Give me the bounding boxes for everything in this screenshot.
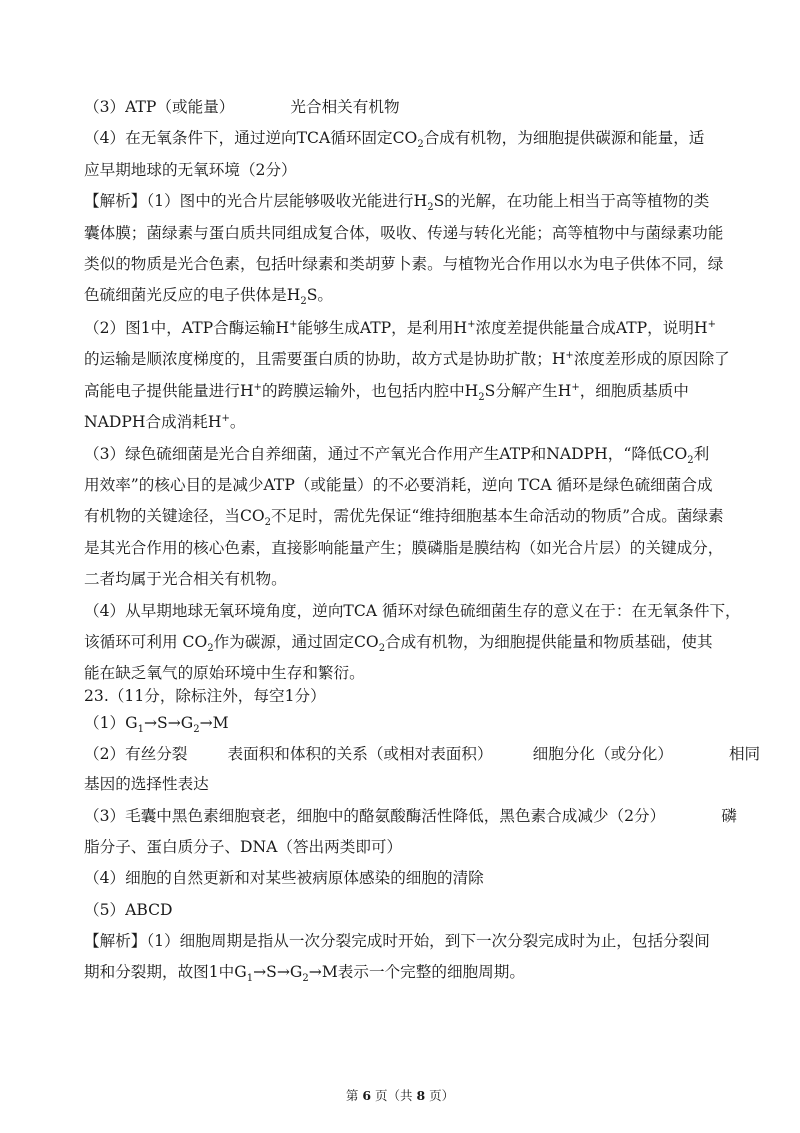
text: （4）细胞的自然更新和对某些被病原体感染的细胞的清除	[84, 869, 484, 887]
subscript: 2	[207, 643, 214, 655]
analysis-line	[84, 381, 689, 404]
text: 有机物的关键途径，当CO	[84, 507, 265, 525]
subscript: 2	[193, 724, 200, 736]
text: 色硫细菌光反应的电子供体是H	[84, 286, 301, 304]
answer-line	[84, 128, 705, 151]
text: 表面积和体积的关系（或相对表面积）	[227, 745, 493, 763]
text: 【解析】（1）图中的光合片层能够吸收光能进行H	[84, 192, 428, 210]
subscript: 2	[300, 296, 307, 308]
text: 的运输是顺浓度梯度的，且需要蛋白质的协助，故方式是协助扩散；H	[84, 350, 566, 368]
text: （4）在无氧条件下，通过逆向TCA循环固定CO	[84, 129, 418, 147]
answer-line	[84, 806, 737, 826]
text: 期和分裂期，故图1中G	[84, 963, 247, 981]
text: （2）图1中，ATP合酶运输H	[84, 319, 290, 337]
text: 囊体膜；菌绿素与蛋白质共同组成复合体，吸收、传递与转化光能；高等植物中与菌绿素功能	[84, 224, 724, 242]
text: 类似的物质是光合色素，包括叶绿素和类胡萝卜素。与植物光合作用以水为电子供体不同，绿	[84, 255, 724, 273]
text: 应早期地球的无氧环境（2分）	[84, 161, 297, 179]
text: 该循环可利用 CO	[84, 633, 208, 651]
text: 相同	[728, 745, 761, 763]
text: 【解析】（1）细胞周期是指从一次分裂完成时开始，到下一次分裂完成时为止，包括分裂间	[84, 932, 710, 950]
text: 作为碳源，通过固定CO	[213, 633, 379, 651]
text: →S→G	[143, 714, 194, 732]
text: S的光解，在功能上相当于高等植物的类	[433, 192, 710, 210]
answer-line	[84, 713, 229, 736]
page-total: 8	[416, 1088, 426, 1103]
analysis-line	[84, 632, 713, 655]
text: 不足时，需优先保证“维持细胞基本生命活动的物质”合成。菌绿素	[271, 507, 724, 525]
analysis-line	[84, 569, 287, 589]
text: 是其光合作用的核心色素，直接影响能量产生；膜磷脂是膜结构（如光合片层）的关键成分，	[84, 539, 724, 557]
answer-line	[84, 744, 760, 764]
superscript: +	[571, 381, 580, 393]
text: （2）有丝分裂	[84, 745, 188, 763]
subscript: 2	[264, 517, 272, 529]
text: 。	[229, 413, 246, 431]
answer-line	[84, 774, 209, 794]
analysis-line	[84, 962, 525, 985]
text: 浓度差提供能量合成ATP，说明H	[475, 319, 708, 337]
subscript: 2	[427, 202, 434, 214]
text: 光合相关有机物	[290, 98, 400, 116]
text: 用效率”的核心目的是减少ATP（或能量）的不必要消耗，逆向 TCA 循环是绿色硫细菌合成	[84, 476, 713, 494]
analysis-line	[84, 254, 723, 274]
text: 二者均属于光合相关有机物。	[84, 570, 287, 588]
analysis-line	[84, 191, 710, 214]
analysis-line	[84, 349, 730, 369]
text: 浓度差形成的原因除了	[573, 350, 730, 368]
analysis-line	[84, 506, 724, 529]
subscript: 2	[687, 455, 694, 467]
text: （3）绿色硫细菌是光合自养细菌，通过不产氧光合作用产生ATP和NADPH，“降低CO	[84, 445, 688, 463]
subscript: 1	[137, 724, 144, 736]
text: ，细胞质基质中	[579, 382, 689, 400]
text: （4）从早期地球无氧环境角度，逆向TCA 循环对绿色硫细菌生存的意义在于：在无氧条件下，	[84, 602, 741, 620]
text: 利	[693, 445, 710, 463]
text: 脂分子、蛋白质分子、DNA（答出两类即可）	[84, 838, 403, 856]
text: （1）G	[84, 714, 138, 732]
answer-line	[84, 97, 400, 117]
superscript: +	[253, 381, 262, 393]
analysis-line	[84, 412, 245, 432]
subscript: 2	[378, 643, 386, 655]
analysis-line	[84, 601, 741, 621]
analysis-line	[84, 223, 723, 243]
analysis-line	[84, 444, 710, 467]
superscript: +	[221, 412, 230, 424]
superscript: +	[467, 318, 476, 330]
subscript: 2	[302, 973, 309, 985]
text: →S→G	[253, 963, 303, 981]
text: S分解产生H	[484, 382, 572, 400]
subscript: 2	[417, 139, 424, 151]
question-heading	[84, 686, 326, 706]
analysis-line	[84, 475, 713, 495]
text: （5）ABCD	[84, 901, 173, 919]
text: 23.（11分，除标注外，每空1分）	[84, 687, 326, 705]
analysis-line	[84, 318, 716, 338]
text: 高能电子提供能量进行H	[84, 382, 254, 400]
text: →M表示一个完整的细胞周期。	[308, 963, 525, 981]
superscript: +	[565, 349, 574, 361]
footer-text: 页）	[425, 1088, 455, 1103]
page-number: 6	[362, 1088, 372, 1103]
text: （3）毛囊中黑色素细胞衰老，细胞中的酪氨酸酶活性降低，黑色素合成减少（2分）	[84, 807, 666, 825]
subscript: 1	[246, 973, 254, 985]
superscript: +	[707, 318, 716, 330]
text: NADPH合成消耗H	[84, 413, 222, 431]
text: 合成有机物，为细胞提供碳源和能量，适	[423, 129, 705, 147]
answer-line	[84, 900, 173, 920]
page-footer	[0, 1088, 800, 1104]
text: （3）ATP（或能量）	[84, 98, 235, 116]
text: →M	[199, 714, 229, 732]
answer-line	[84, 837, 402, 857]
text: 合成有机物，为细胞提供能量和物质基础，使其	[385, 633, 713, 651]
analysis-line	[84, 285, 333, 308]
text: 磷	[721, 807, 737, 825]
text: 细胞分化（或分化）	[532, 745, 673, 763]
analysis-line	[84, 663, 365, 683]
text: 基因的选择性表达	[84, 775, 209, 793]
analysis-line	[84, 931, 710, 951]
text: 的跨膜运输外，也包括内腔中H	[261, 382, 479, 400]
text: 能在缺乏氧气的原始环境中生存和繁衍。	[84, 664, 365, 682]
superscript: +	[289, 318, 298, 330]
footer-text: 页（共	[371, 1088, 417, 1103]
analysis-line	[84, 538, 723, 558]
answer-line	[84, 160, 297, 180]
answer-line	[84, 868, 484, 888]
text: S。	[306, 286, 333, 304]
subscript: 2	[478, 392, 485, 404]
footer-text: 第	[345, 1088, 363, 1103]
text: 能够生成ATP，是利用H	[297, 319, 468, 337]
